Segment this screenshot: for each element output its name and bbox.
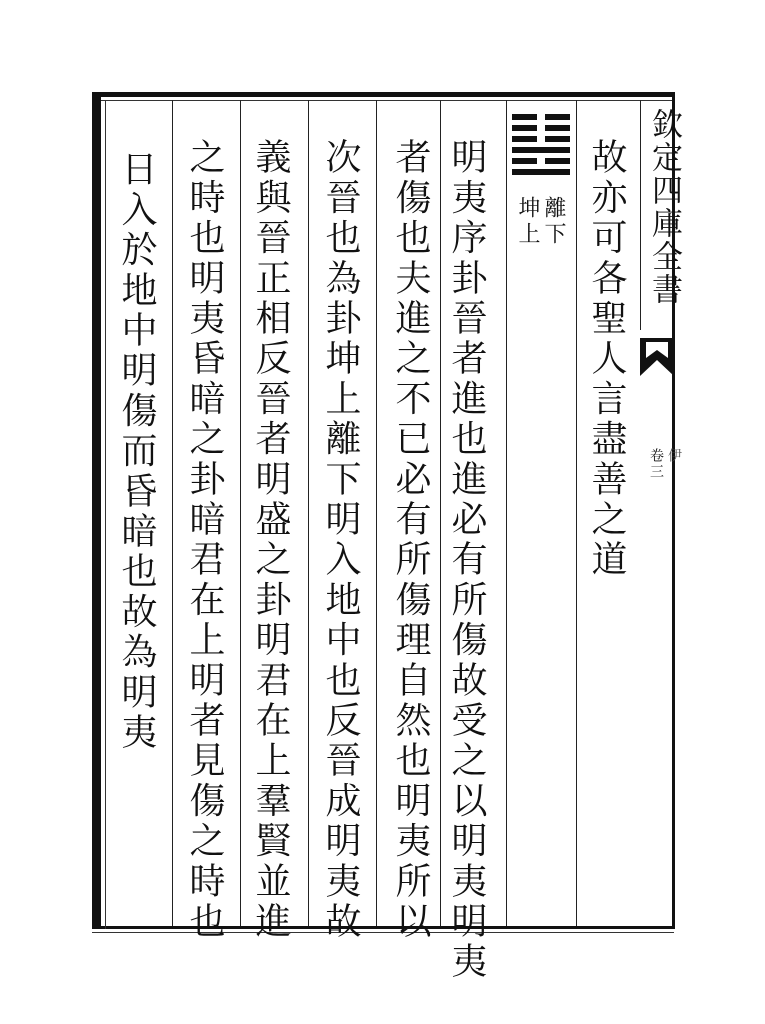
text-column-6: 之時也明夷昏暗之卦暗君在上明者見傷之時也	[184, 138, 225, 942]
frame-left-border	[92, 92, 101, 929]
frame-bottom-inner-border	[92, 932, 674, 933]
hexagram-upper-label: 離下	[541, 196, 566, 248]
column-rule	[576, 100, 577, 926]
book-title: 欽定四庫全書	[646, 108, 682, 306]
column-rule	[506, 100, 507, 926]
book-title-margin	[640, 100, 682, 330]
frame-top-border	[92, 92, 674, 97]
column-rule	[172, 100, 173, 926]
book-mark-label: 伊	[666, 448, 682, 462]
hexagram-lower-label: 坤上	[515, 196, 540, 248]
frame-top-inner-border	[92, 100, 674, 101]
text-column-5: 義與晉正相反晉者明盛之卦明君在上羣賢並進	[250, 138, 291, 942]
column-rule	[440, 100, 441, 926]
column-rule	[376, 100, 377, 926]
text-column-7: 日入於地中明傷而昏暗也故為明夷	[116, 150, 157, 753]
column-rule	[240, 100, 241, 926]
volume-label: 卷三	[648, 448, 664, 480]
column-rule	[308, 100, 309, 926]
text-column-3: 者傷也夫進之不已必有所傷理自然也明夷所以	[390, 138, 431, 942]
fishtail-mark-icon	[640, 338, 674, 376]
frame-left-inner-border	[105, 100, 106, 929]
text-column-4: 次晉也為卦坤上離下明入地中也反晉成明夷故	[320, 138, 361, 942]
hexagram-symbol-icon	[512, 114, 570, 180]
text-column-1: 故亦可各聖人言盡善之道	[586, 138, 627, 581]
frame-bottom-border	[92, 926, 674, 929]
text-column-2: 明夷序卦晉者進也進必有所傷故受之以明夷明夷	[446, 138, 487, 983]
